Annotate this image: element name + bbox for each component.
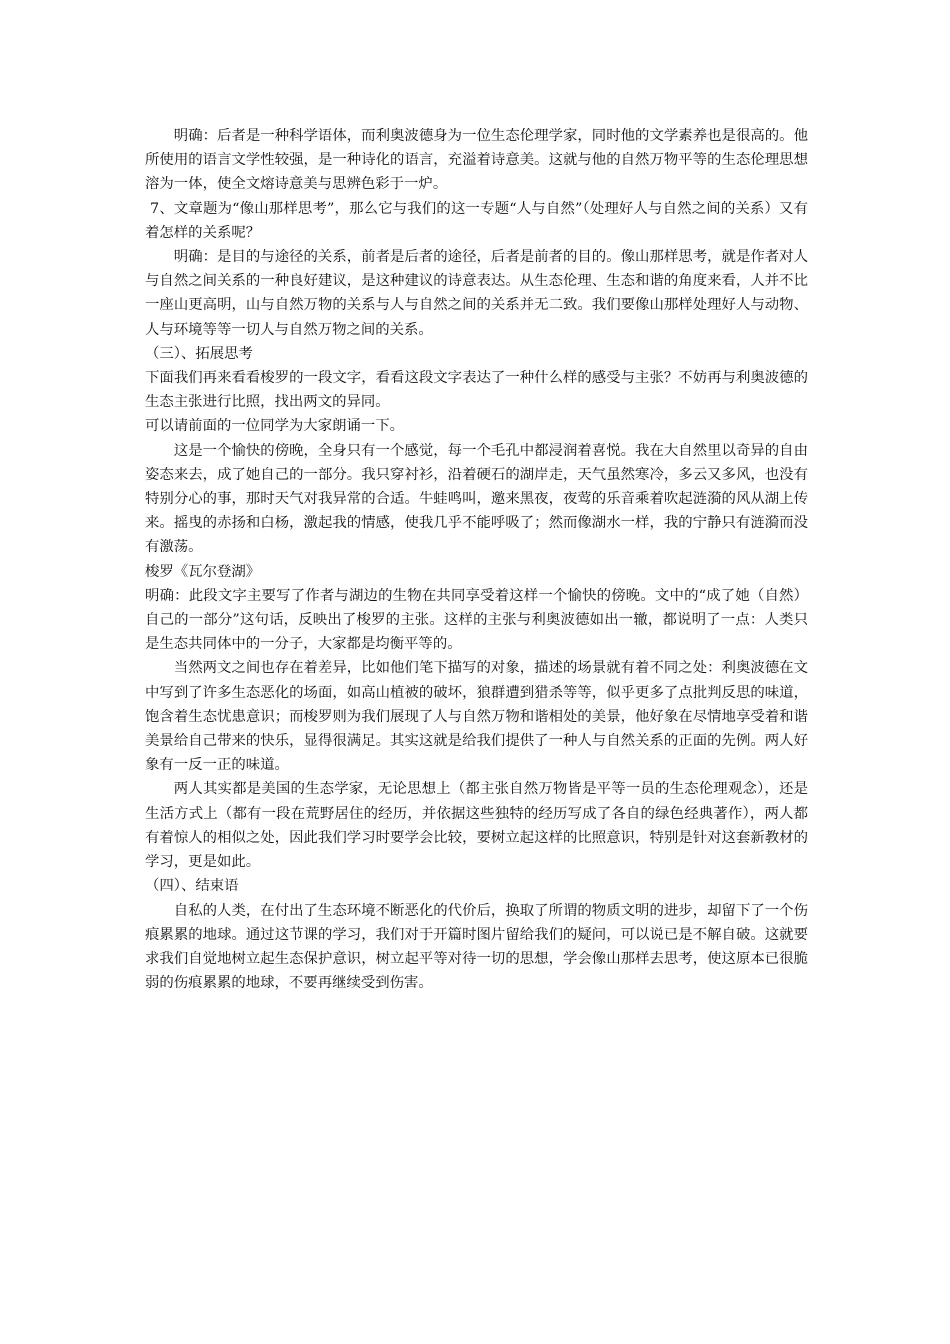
answer-paragraph-thoreau: 明确：此段文字主要写了作者与湖边的生物在共同享受着这样一个愉快的傍晚。文中的“成了她（自然）自己的一部分”这句话，反映出了梭罗的主张。这样的主张与利奥波德如出一辙，都说明了一点：人类只是生态共同体中的一分子，大家都是均衡平等的。 — [145, 587, 808, 653]
instruction-paragraph-thoreau: 下面我们再来看看梭罗的一段文字，看看这段文字表达了一种什么样的感受与主张？不妨再与利奥波德的生态主张进行比照，找出两文的异同。 — [145, 370, 808, 411]
comparison-paragraph-differences: 当然两文之间也存在着差异，比如他们笔下描写的对象，描述的场景就有着不同之处：利奥波德在文中写到了许多生态恶化的场面，如高山植被的破坏，狼群遭到猎杀等等，似乎更多了点批判反思的味道，饱含着生态忧患意识；而梭罗则为我们展现了人与自然万物和谐相处的美景，他好象在尽情地享受着和谐美景给自己带来的快乐，显得很满足。其实这就是给我们提供了一种人与自然关系的正面的先例。两人好象有一反一正的味道。 — [145, 660, 808, 774]
quoted-passage-walden: 这是一个愉快的傍晚，全身只有一个感觉，每一个毛孔中都浸润着喜悦。我在大自然里以奇异的自由姿态来去，成了她自己的一部分。我只穿衬衫，沿着硬石的湖岸走，天气虽然寒冷，多云又多风，也没有特别分心的事，那时天气对我异常的合适。牛蛙鸣叫，邀来黑夜，夜莺的乐音乘着吹起涟漪的风从湖上传来。摇曳的赤扬和白杨，激起我的情感，使我几乎不能呼吸了；然而像湖水一样，我的宁静只有涟漪而没有激荡。 — [145, 442, 808, 556]
conclusion-paragraph: 自私的人类，在付出了生态环境不断恶化的代价后，换取了所谓的物质文明的进步，却留下了一个伤痕累累的地球。通过这节课的学习，我们对于开篇时图片留给我们的疑问，可以说已是不解自破。这就要求我们自觉地树立起生态保护意识，树立起平等对待一切的思想，学会像山那样去思考，使这原本已很脆弱的伤痕累累的地球，不要再继续受到伤害。 — [145, 902, 808, 992]
quote-source: 梭罗《瓦尔登湖》 — [145, 563, 261, 580]
instruction-paragraph-recite: 可以请前面的一位同学为大家朗诵一下。 — [145, 418, 405, 435]
comparison-paragraph-similarities: 两人其实都是美国的生态学家，无论思想上（都主张自然万物皆是平等一员的生态伦理观念），还是生活方式上（都有一段在荒野居住的经历，并依据这些独特的经历写成了各自的绿色经典著作），两人都有着惊人的相似之处，因此我们学习时要学会比较，要树立起这样的比照意识，特别是针对这套新教材的学习，更是如此。 — [145, 781, 808, 871]
section-heading-conclusion: （四）、结束语 — [145, 878, 239, 895]
question-7: 7、文章题为“像山那样思考”，那么它与我们的这一专题“人与自然”（处理好人与自然之间的关系）又有着怎样的关系呢？ — [145, 200, 808, 241]
section-heading-extended-thinking: （三）、拓展思考 — [145, 345, 253, 362]
document-body — [145, 124, 808, 995]
answer-paragraph-language-style: 明确：后者是一种科学语体，而利奥波德身为一位生态伦理学家，同时他的文学素养也是很高的。他所使用的语言文学性较强，是一种诗化的语言，充溢着诗意美。这就与他的自然万物平等的生态伦理思想溶为一体，使全文熔诗意美与思辨色彩于一炉。 — [145, 128, 808, 193]
answer-paragraph-purpose-and-path: 明确：是目的与途径的关系，前者是后者的途径，后者是前者的目的。像山那样思考，就是作者对人与自然之间关系的一种良好建议，是这种建议的诗意表达。从生态伦理、生态和谐的角度来看，人并不比一座山更高明，山与自然万物的关系与人与自然之间的关系并无二致。我们要像山那样处理好人与动物、人与环境等等一切人与自然万物之间的关系。 — [145, 249, 808, 338]
